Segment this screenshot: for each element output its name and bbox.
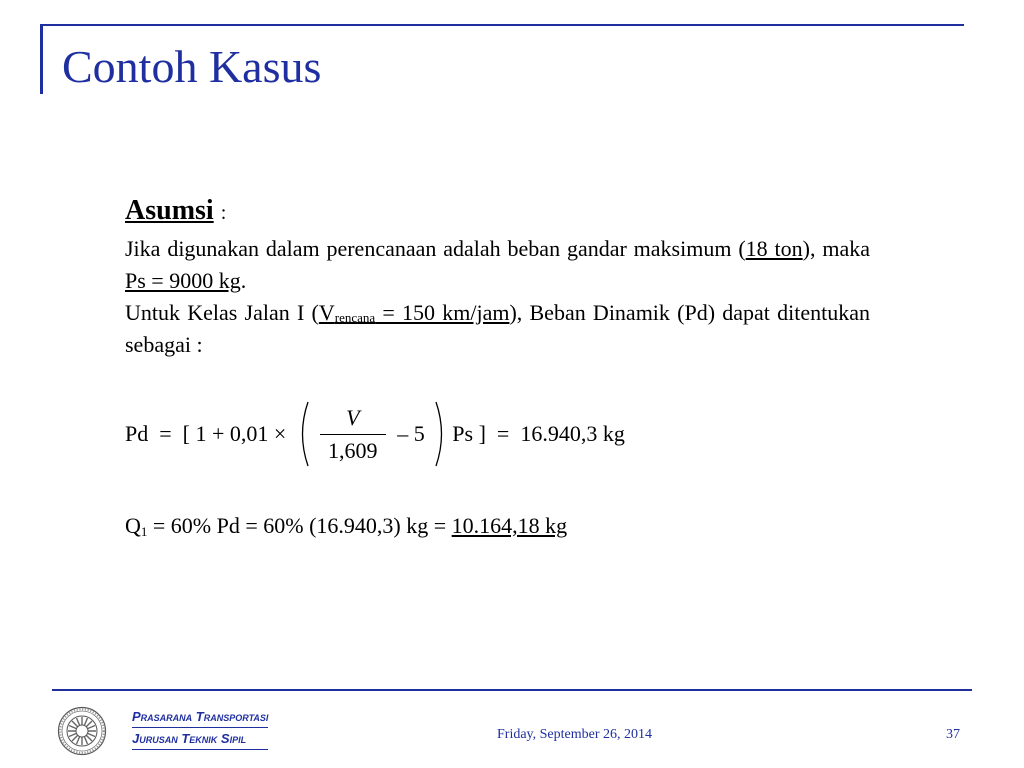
- title-frame-left: [40, 24, 43, 94]
- footer-date: Friday, September 26, 2014: [497, 727, 653, 742]
- p2-v-rest: = 150 km/jam: [375, 300, 510, 325]
- heading-line: [125, 193, 870, 231]
- formula-minus: – 5: [391, 421, 431, 446]
- p1-text-2: ), maka: [802, 236, 871, 261]
- p2-underline: [319, 300, 510, 325]
- paragraph-2: [125, 297, 870, 361]
- footer-line-2: Jurusan Teknik Sipil: [132, 728, 268, 750]
- paragraph-1: [125, 233, 870, 297]
- q1-result: 10.164,18 kg: [451, 513, 568, 538]
- university-seal-icon: [57, 706, 107, 756]
- fraction-bar: [320, 434, 386, 435]
- formula: [125, 400, 625, 468]
- p2-text-2: ), Beban Dinamik (Pd) dapat ditentukan sebagai :: [125, 300, 870, 357]
- fraction-denominator: 1,609: [328, 437, 378, 463]
- footer-line-1: Prasarana Transportasi: [132, 706, 268, 728]
- heading-colon: :: [220, 202, 227, 224]
- slide-title: Contoh Kasus: [62, 41, 322, 92]
- page-number: 37: [946, 727, 960, 742]
- q1-text: = 60% Pd = 60% (16.940,3) kg =: [147, 513, 452, 538]
- heading: Asumsi: [125, 195, 214, 226]
- p1-text-3: .: [240, 268, 247, 293]
- p1-underline-1: 18 ton: [745, 236, 803, 261]
- fraction-numerator: V: [346, 404, 360, 430]
- footer-rule: [52, 689, 972, 691]
- fraction: [320, 405, 386, 464]
- left-paren-icon: [296, 401, 310, 467]
- p2-text-1: Untuk Kelas Jalan I (: [125, 300, 319, 325]
- q1-sub: 1: [140, 524, 148, 539]
- right-paren-icon: [434, 401, 448, 467]
- p2-v-sub: rencana: [334, 310, 376, 325]
- p1-text-1: Jika digunakan dalam perencanaan adalah beban gandar maksimum (: [125, 236, 746, 261]
- p1-underline-2: Ps = 9000 kg: [125, 268, 241, 293]
- content-body: [125, 193, 870, 361]
- formula-lhs: Pd = [ 1 + 0,01 ×: [125, 421, 292, 446]
- q1-line: [125, 510, 567, 542]
- q1-label: Q: [125, 513, 141, 538]
- title-frame-top: [40, 24, 964, 26]
- p2-v-main: V: [318, 300, 335, 325]
- footer-brand: [132, 706, 268, 750]
- formula-rhs: Ps ] = 16.940,3 kg: [452, 421, 625, 446]
